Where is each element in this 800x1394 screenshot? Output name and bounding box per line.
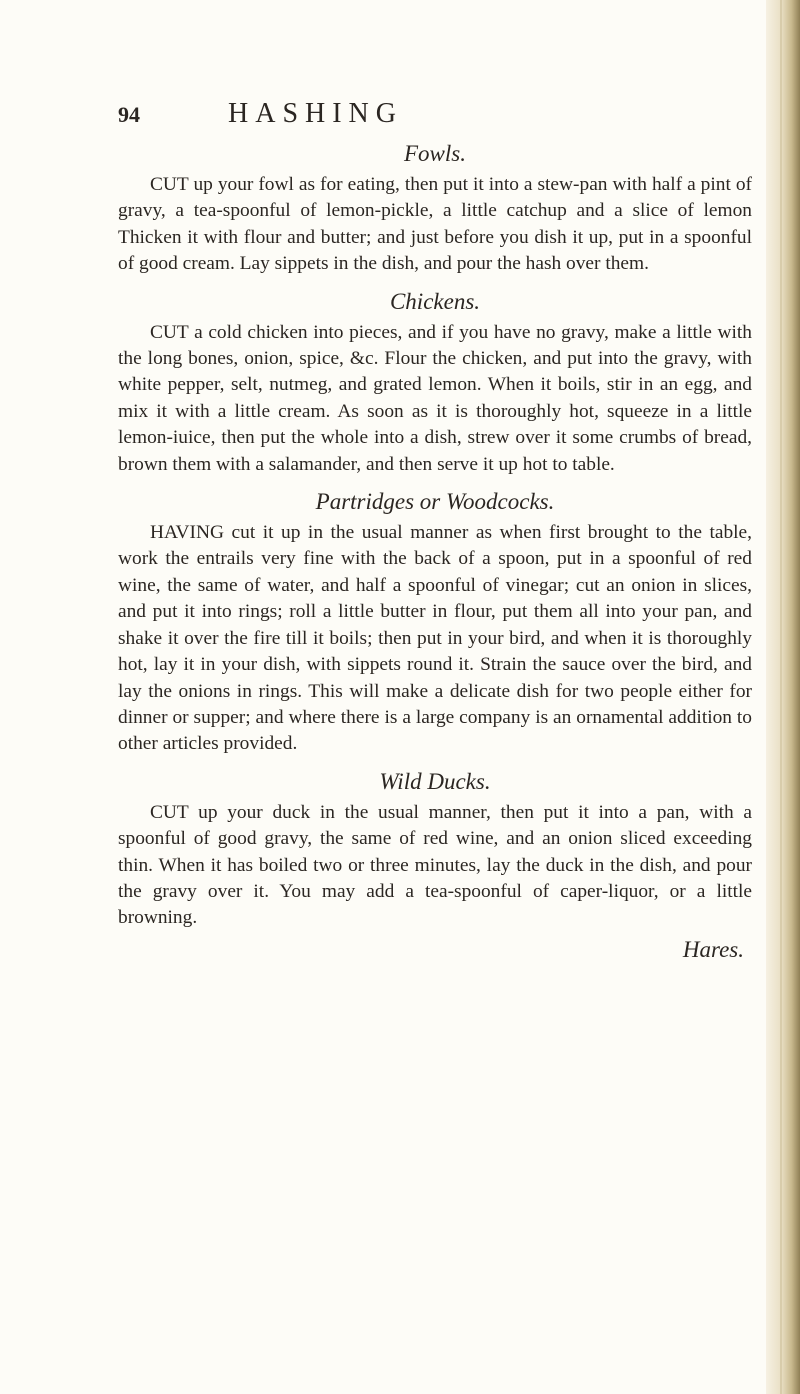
section-title: Partridges or Woodcocks. — [315, 489, 555, 515]
running-head: HASHING — [228, 98, 403, 129]
paragraph-text: cut it up in the usual manner as when first brought to the table, work the entrails very fine with the back of a spoon, put in a spoonful of red wine, the same of water, and half a spoonful of vinegar; cut an onion in slices, and put it into rings; roll a little butter in flour, put them all into your pan, and shake it over the fire till it boils; then put in your bird, and when it is thoroughly hot, lay it in your dish, with sippets round it. Strain the sauce over the bird, and lay the onions in rings. This will make a delicate dish for two people either for dinner or supper; and where there is a large company is an ornamental addition to other articles provided. — [118, 522, 752, 755]
section-fowls — [118, 136, 752, 278]
section-title: Wild Ducks. — [379, 768, 491, 794]
section-paragraph — [118, 520, 752, 758]
lead-word: CUT — [150, 321, 189, 343]
section-title: Chickens. — [389, 288, 481, 314]
page-edge-shadow — [766, 0, 800, 1394]
section-wild-ducks — [118, 764, 752, 932]
section-title: Fowls. — [404, 141, 466, 166]
lead-word: HAVING — [150, 522, 224, 544]
page-number: 94 — [118, 102, 140, 127]
paragraph-text: up your duck in the usual manner, then put it into a pan, with a spoonful of good gravy, the same of red wine, and an onion sliced exceeding thin. When it has boiled two or three minutes, lay the duck in the dish, and pour the gravy over it. You may add a tea-spoonful of caper-liquor, or a little browning. — [118, 801, 752, 929]
lead-word: CUT — [150, 174, 189, 195]
lead-word: CUT — [150, 801, 189, 823]
section-partridges — [118, 484, 752, 758]
page-content — [118, 136, 752, 964]
section-paragraph — [118, 800, 752, 932]
section-paragraph — [118, 320, 752, 478]
section-chickens — [118, 284, 752, 478]
paragraph-text: up your fowl as for eating, then put it into a stew-pan with half a pint of gravy, a tea-spoonful of lemon-pickle, a little catchup and a slice of lemon Thicken it with flour and butter; and just before you dish it up, put in a spoonful of good cream. Lay sippets in the dish, and pour the hash over them. — [118, 174, 752, 275]
catchword: Hares. — [682, 936, 744, 962]
paragraph-text: a cold chicken into pieces, and if you have no gravy, make a little with the long bones, onion, spice, &c. Flour the chicken, and put into the gravy, with white pepper, selt, nutmeg, and grated lemon. When it boils, stir in an egg, and mix it with a little cream. As soon as it is thoroughly hot, squeeze in a little lemon-iuice, then put the whole into a dish, strew over it some crumbs of bread, brown them with a salamander, and then serve it up hot to table. — [118, 321, 752, 475]
section-paragraph — [118, 172, 752, 278]
page-header — [118, 98, 798, 138]
